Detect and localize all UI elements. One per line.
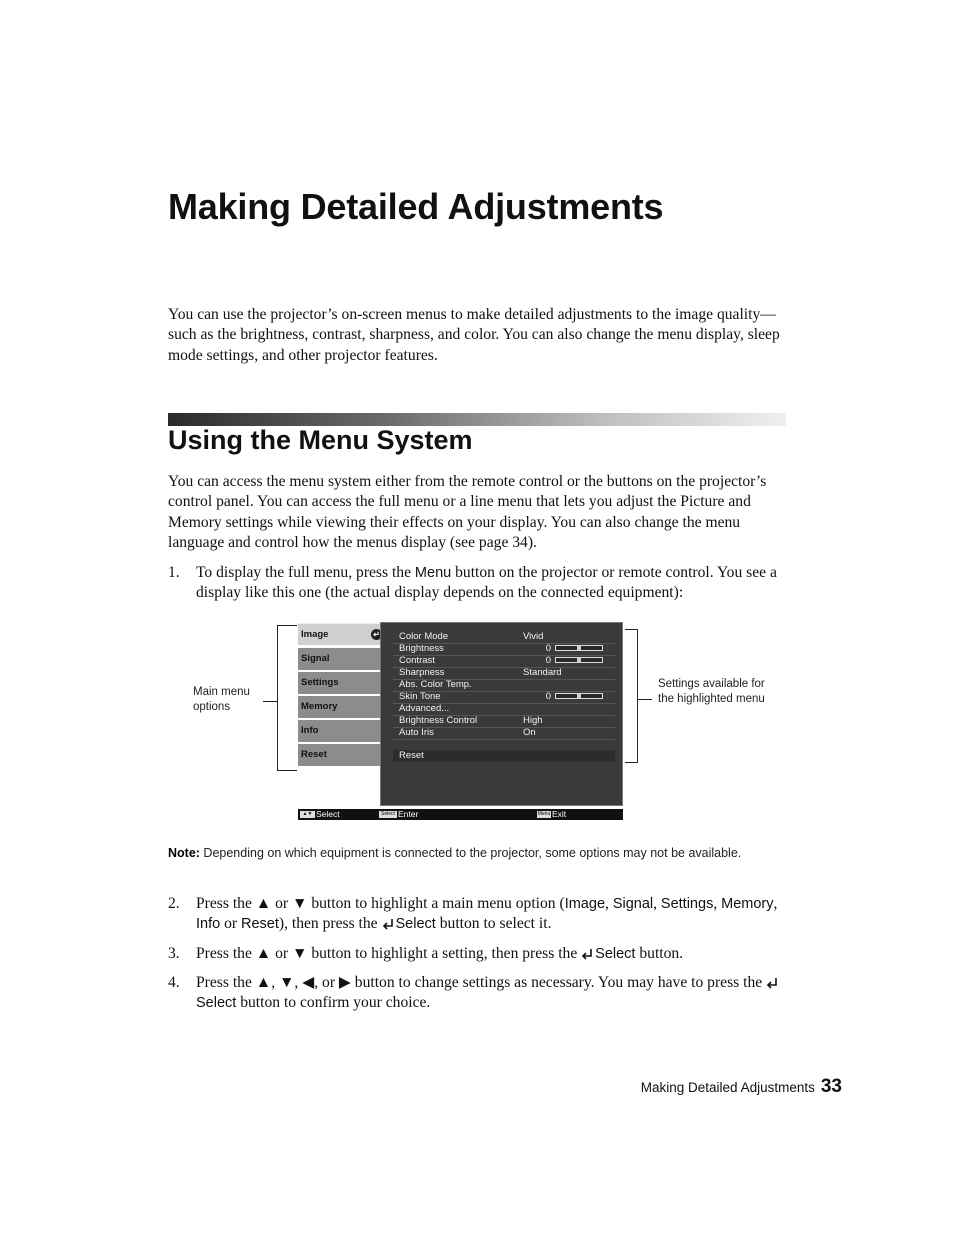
step-number: 4.: [168, 974, 180, 991]
callout-main-menu: Main menu options: [193, 686, 250, 713]
left-bracket: [277, 625, 297, 771]
slider-bar: [555, 657, 603, 663]
step-number: 3.: [168, 945, 180, 962]
setting-row: Color Mode Vivid: [393, 631, 615, 644]
setting-row: Advanced...: [393, 703, 615, 716]
menu-item-reset: Reset: [298, 744, 382, 766]
setting-row: Brightness Control High: [393, 715, 615, 728]
reset-row: Reset: [393, 750, 615, 762]
left-bracket-tick: [263, 701, 277, 702]
step-number: 2.: [168, 895, 180, 912]
menu-footer-bar: ▲▼ Select Select Enter Menu Exit: [298, 809, 623, 820]
page-footer: [641, 1076, 842, 1098]
menu-item-signal: Signal: [298, 648, 382, 670]
step-number: 1.: [168, 564, 180, 581]
step-text: button on the projector or remote control. You see a display like this one (the actual display depends on the connected equipment):: [196, 564, 777, 602]
step-1: [168, 563, 786, 604]
note-label: Note:: [168, 846, 200, 860]
setting-row: Sharpness Standard: [393, 667, 615, 680]
slider-bar: [555, 645, 603, 651]
menu-item-image: Image ↵: [298, 623, 386, 645]
note-text: Depending on which equipment is connected to the projector, some options may not be available.: [199, 846, 742, 860]
select-key-icon: Select: [379, 811, 397, 818]
chapter-title: Making Detailed Adjustments: [168, 186, 664, 227]
step-text: To display the full menu, press the: [196, 564, 415, 581]
section-paragraph: You can access the menu system either from the remote control or the buttons on the projector’s control panel. You can access the full menu or a line menu that lets you adjust the Picture and Memory settings while viewing their effects on your display. You can also change the menu language and control how the menus display (see page 34).: [168, 473, 767, 552]
menu-item-info: Info: [298, 720, 382, 742]
section-title: Using the Menu System: [168, 425, 473, 455]
footer-title: Making Detailed Adjustments: [640, 1080, 815, 1095]
menu-key-icon: Menu: [537, 811, 551, 817]
enter-icon: ↵: [371, 629, 382, 640]
page-number: 33: [820, 1076, 842, 1097]
menu-button-name: Menu: [414, 565, 452, 581]
right-bracket: [625, 629, 638, 763]
intro-paragraph: You can use the projector’s on-screen menus to make detailed adjustments to the image quality—such as the brightness, contrast, sharpness, and color. You can also change the menu display, sleep mode settings, and other projector features.: [168, 306, 780, 364]
menu-item-memory: Memory: [298, 696, 382, 718]
setting-row: Auto Iris On: [393, 727, 615, 740]
arrow-keys-icon: ▲▼: [300, 811, 315, 818]
note: [168, 845, 788, 862]
enter-icon: [766, 977, 778, 989]
step-3: 3. Press the ▲ or ▼ button to highlight a setting, then press the Select button.: [168, 944, 786, 964]
menu-item-settings: Settings: [298, 672, 382, 694]
settings-panel: [380, 622, 623, 806]
callout-settings: Settings available for the highlighted menu: [658, 678, 765, 705]
main-menu-panel: [298, 623, 384, 807]
right-bracket-tick: [638, 699, 652, 700]
step-2: 2. Press the ▲ or ▼ button to highlight a main menu option (Image, Signal, Settings, Memory, Info or Reset), then press the Select button to select it.: [168, 895, 778, 933]
setting-row: Contrast 0: [393, 655, 615, 668]
setting-row: Brightness 0: [393, 643, 615, 656]
setting-row: Skin Tone 0: [393, 691, 615, 704]
enter-icon: [581, 948, 593, 960]
enter-icon: [382, 918, 394, 930]
step-4: 4. Press the ▲, ▼, ◀, or ▶ button to change settings as necessary. You may have to press the Select button to confirm your choice.: [168, 973, 786, 1014]
slider-bar: [555, 693, 603, 699]
setting-row: Abs. Color Temp.: [393, 679, 615, 692]
menu-screenshot-figure: [180, 620, 660, 825]
